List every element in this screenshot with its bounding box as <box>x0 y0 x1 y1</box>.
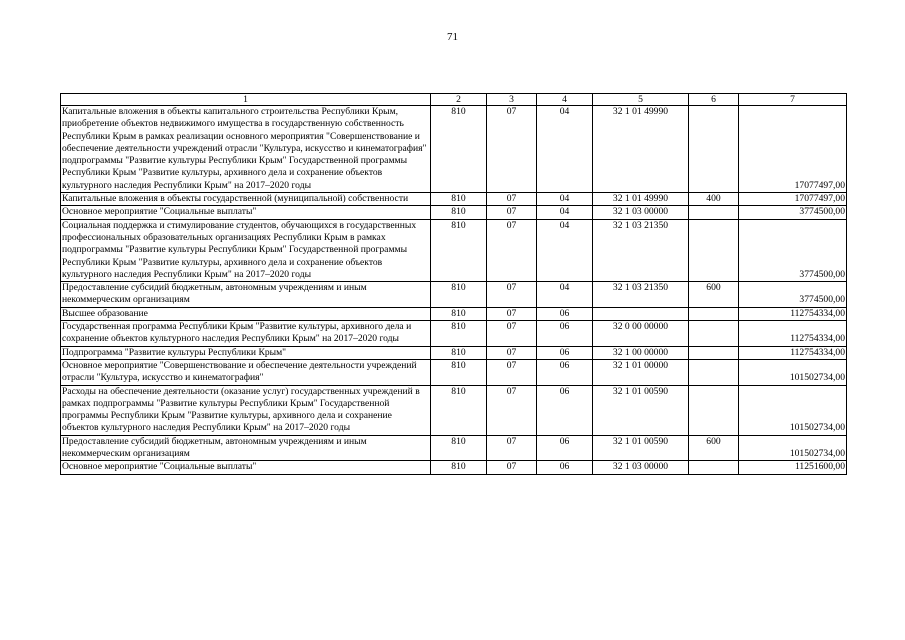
subsection-code-cell: 06 <box>537 385 593 435</box>
section-code-cell: 07 <box>487 435 537 461</box>
column-header: 4 <box>537 94 593 106</box>
target-article-cell: 32 1 00 00000 <box>593 346 689 359</box>
amount-cell: 101502734,00 <box>739 385 847 435</box>
row-name-cell: Предоставление субсидий бюджетным, автономным учреждениям и иным некоммерческим организациям <box>61 435 431 461</box>
table-row <box>61 321 847 347</box>
amount-cell: 3774500,00 <box>739 206 847 219</box>
subsection-code-cell: 04 <box>537 193 593 206</box>
ministry-code-cell: 810 <box>431 359 487 385</box>
ministry-code-cell: 810 <box>431 307 487 320</box>
table-row <box>61 219 847 281</box>
subsection-code-cell: 06 <box>537 359 593 385</box>
column-header: 7 <box>739 94 847 106</box>
section-code-cell: 07 <box>487 359 537 385</box>
subsection-code-cell: 06 <box>537 461 593 474</box>
ministry-code-cell: 810 <box>431 435 487 461</box>
ministry-code-cell: 810 <box>431 219 487 281</box>
expense-type-cell <box>689 106 739 193</box>
table-row <box>61 461 847 474</box>
amount-cell: 112754334,00 <box>739 346 847 359</box>
ministry-code-cell: 810 <box>431 193 487 206</box>
column-header: 1 <box>61 94 431 106</box>
ministry-code-cell: 810 <box>431 461 487 474</box>
target-article-cell: 32 1 01 49990 <box>593 106 689 193</box>
target-article-cell: 32 1 03 00000 <box>593 206 689 219</box>
target-article-cell: 32 1 03 21350 <box>593 219 689 281</box>
table-row <box>61 106 847 193</box>
expense-type-cell <box>689 346 739 359</box>
amount-cell: 3774500,00 <box>739 282 847 308</box>
subsection-code-cell: 04 <box>537 206 593 219</box>
amount-cell: 11251600,00 <box>739 461 847 474</box>
table-row <box>61 193 847 206</box>
table-row <box>61 206 847 219</box>
target-article-cell: 32 0 00 00000 <box>593 321 689 347</box>
column-header: 2 <box>431 94 487 106</box>
section-code-cell: 07 <box>487 461 537 474</box>
expense-type-cell <box>689 321 739 347</box>
ministry-code-cell: 810 <box>431 346 487 359</box>
ministry-code-cell: 810 <box>431 206 487 219</box>
section-code-cell: 07 <box>487 106 537 193</box>
ministry-code-cell: 810 <box>431 385 487 435</box>
row-name-cell: Расходы на обеспечение деятельности (оказание услуг) государственных учреждений в рамках подпрограммы "Развитие культуры Республики Крым" Государственной программы Республики Крым "Развитие культуры, архивного дела и сохранение объектов культурного наследия Республики Крым" на 2017–2020 годы <box>61 385 431 435</box>
ministry-code-cell: 810 <box>431 106 487 193</box>
amount-cell: 101502734,00 <box>739 435 847 461</box>
expense-type-cell: 600 <box>689 282 739 308</box>
row-name-cell: Предоставление субсидий бюджетным, автономным учреждениям и иным некоммерческим организациям <box>61 282 431 308</box>
amount-cell: 112754334,00 <box>739 321 847 347</box>
section-code-cell: 07 <box>487 193 537 206</box>
expense-type-cell: 600 <box>689 435 739 461</box>
row-name-cell: Основное мероприятие "Социальные выплаты" <box>61 206 431 219</box>
column-header: 6 <box>689 94 739 106</box>
row-name-cell: Капитальные вложения в объекты государственной (муниципальной) собственности <box>61 193 431 206</box>
row-name-cell: Капитальные вложения в объекты капитального строительства Республики Крым, приобретение объектов недвижимого имущества в государственную собственность Республики Крым в рамках реализации основного мероприятия "Совершенствование и обеспечение деятельности учреждений отрасли "Культура, искусство и кинематография" подпрограммы "Развитие культуры Республики Крым" Государственной программы Республики Крым "Развитие культуры, архивного дела и сохранение объектов культурного наследия Республики Крым" на 2017–2020 годы <box>61 106 431 193</box>
subsection-code-cell: 04 <box>537 106 593 193</box>
row-name-cell: Высшее образование <box>61 307 431 320</box>
row-name-cell: Основное мероприятие "Совершенствование и обеспечение деятельности учреждений отрасли "Культура, искусство и кинематография" <box>61 359 431 385</box>
section-code-cell: 07 <box>487 282 537 308</box>
subsection-code-cell: 06 <box>537 307 593 320</box>
section-code-cell: 07 <box>487 206 537 219</box>
table-row <box>61 385 847 435</box>
target-article-cell: 32 1 03 21350 <box>593 282 689 308</box>
row-name-cell: Государственная программа Республики Крым "Развитие культуры, архивного дела и сохранение объектов культурного наследия Республики Крым" на 2017–2020 годы <box>61 321 431 347</box>
ministry-code-cell: 810 <box>431 282 487 308</box>
subsection-code-cell: 06 <box>537 346 593 359</box>
subsection-code-cell: 06 <box>537 435 593 461</box>
expense-type-cell <box>689 461 739 474</box>
expense-type-cell <box>689 359 739 385</box>
amount-cell: 17077497,00 <box>739 106 847 193</box>
amount-cell: 3774500,00 <box>739 219 847 281</box>
column-header: 5 <box>593 94 689 106</box>
amount-cell: 17077497,00 <box>739 193 847 206</box>
expense-type-cell <box>689 206 739 219</box>
section-code-cell: 07 <box>487 385 537 435</box>
target-article-cell: 32 1 03 00000 <box>593 461 689 474</box>
ministry-code-cell: 810 <box>431 321 487 347</box>
expense-type-cell: 400 <box>689 193 739 206</box>
section-code-cell: 07 <box>487 219 537 281</box>
row-name-cell: Подпрограмма "Развитие культуры Республики Крым" <box>61 346 431 359</box>
amount-cell: 101502734,00 <box>739 359 847 385</box>
subsection-code-cell: 04 <box>537 282 593 308</box>
row-name-cell: Основное мероприятие "Социальные выплаты" <box>61 461 431 474</box>
expense-type-cell <box>689 219 739 281</box>
section-code-cell: 07 <box>487 321 537 347</box>
table-row <box>61 435 847 461</box>
table-row <box>61 307 847 320</box>
target-article-cell: 32 1 01 00590 <box>593 435 689 461</box>
target-article-cell: 32 1 01 00000 <box>593 359 689 385</box>
section-code-cell: 07 <box>487 346 537 359</box>
column-header: 3 <box>487 94 537 106</box>
amount-cell: 112754334,00 <box>739 307 847 320</box>
section-code-cell: 07 <box>487 307 537 320</box>
subsection-code-cell: 04 <box>537 219 593 281</box>
table-row <box>61 359 847 385</box>
budget-table <box>60 93 847 475</box>
subsection-code-cell: 06 <box>537 321 593 347</box>
table-row <box>61 282 847 308</box>
expense-type-cell <box>689 385 739 435</box>
target-article-cell <box>593 307 689 320</box>
table-row <box>61 346 847 359</box>
row-name-cell: Социальная поддержка и стимулирование студентов, обучающихся в государственных профессиональных образовательных организациях Республики Крым в рамках подпрограммы "Развитие культуры Республики Крым" Государственной программы Республики Крым "Развитие культуры, архивного дела и сохранение объектов культурного наследия Республики Крым" на 2017–2020 годы <box>61 219 431 281</box>
target-article-cell: 32 1 01 00590 <box>593 385 689 435</box>
table-header-row <box>61 94 847 106</box>
expense-type-cell <box>689 307 739 320</box>
page-number: 71 <box>447 31 458 43</box>
target-article-cell: 32 1 01 49990 <box>593 193 689 206</box>
